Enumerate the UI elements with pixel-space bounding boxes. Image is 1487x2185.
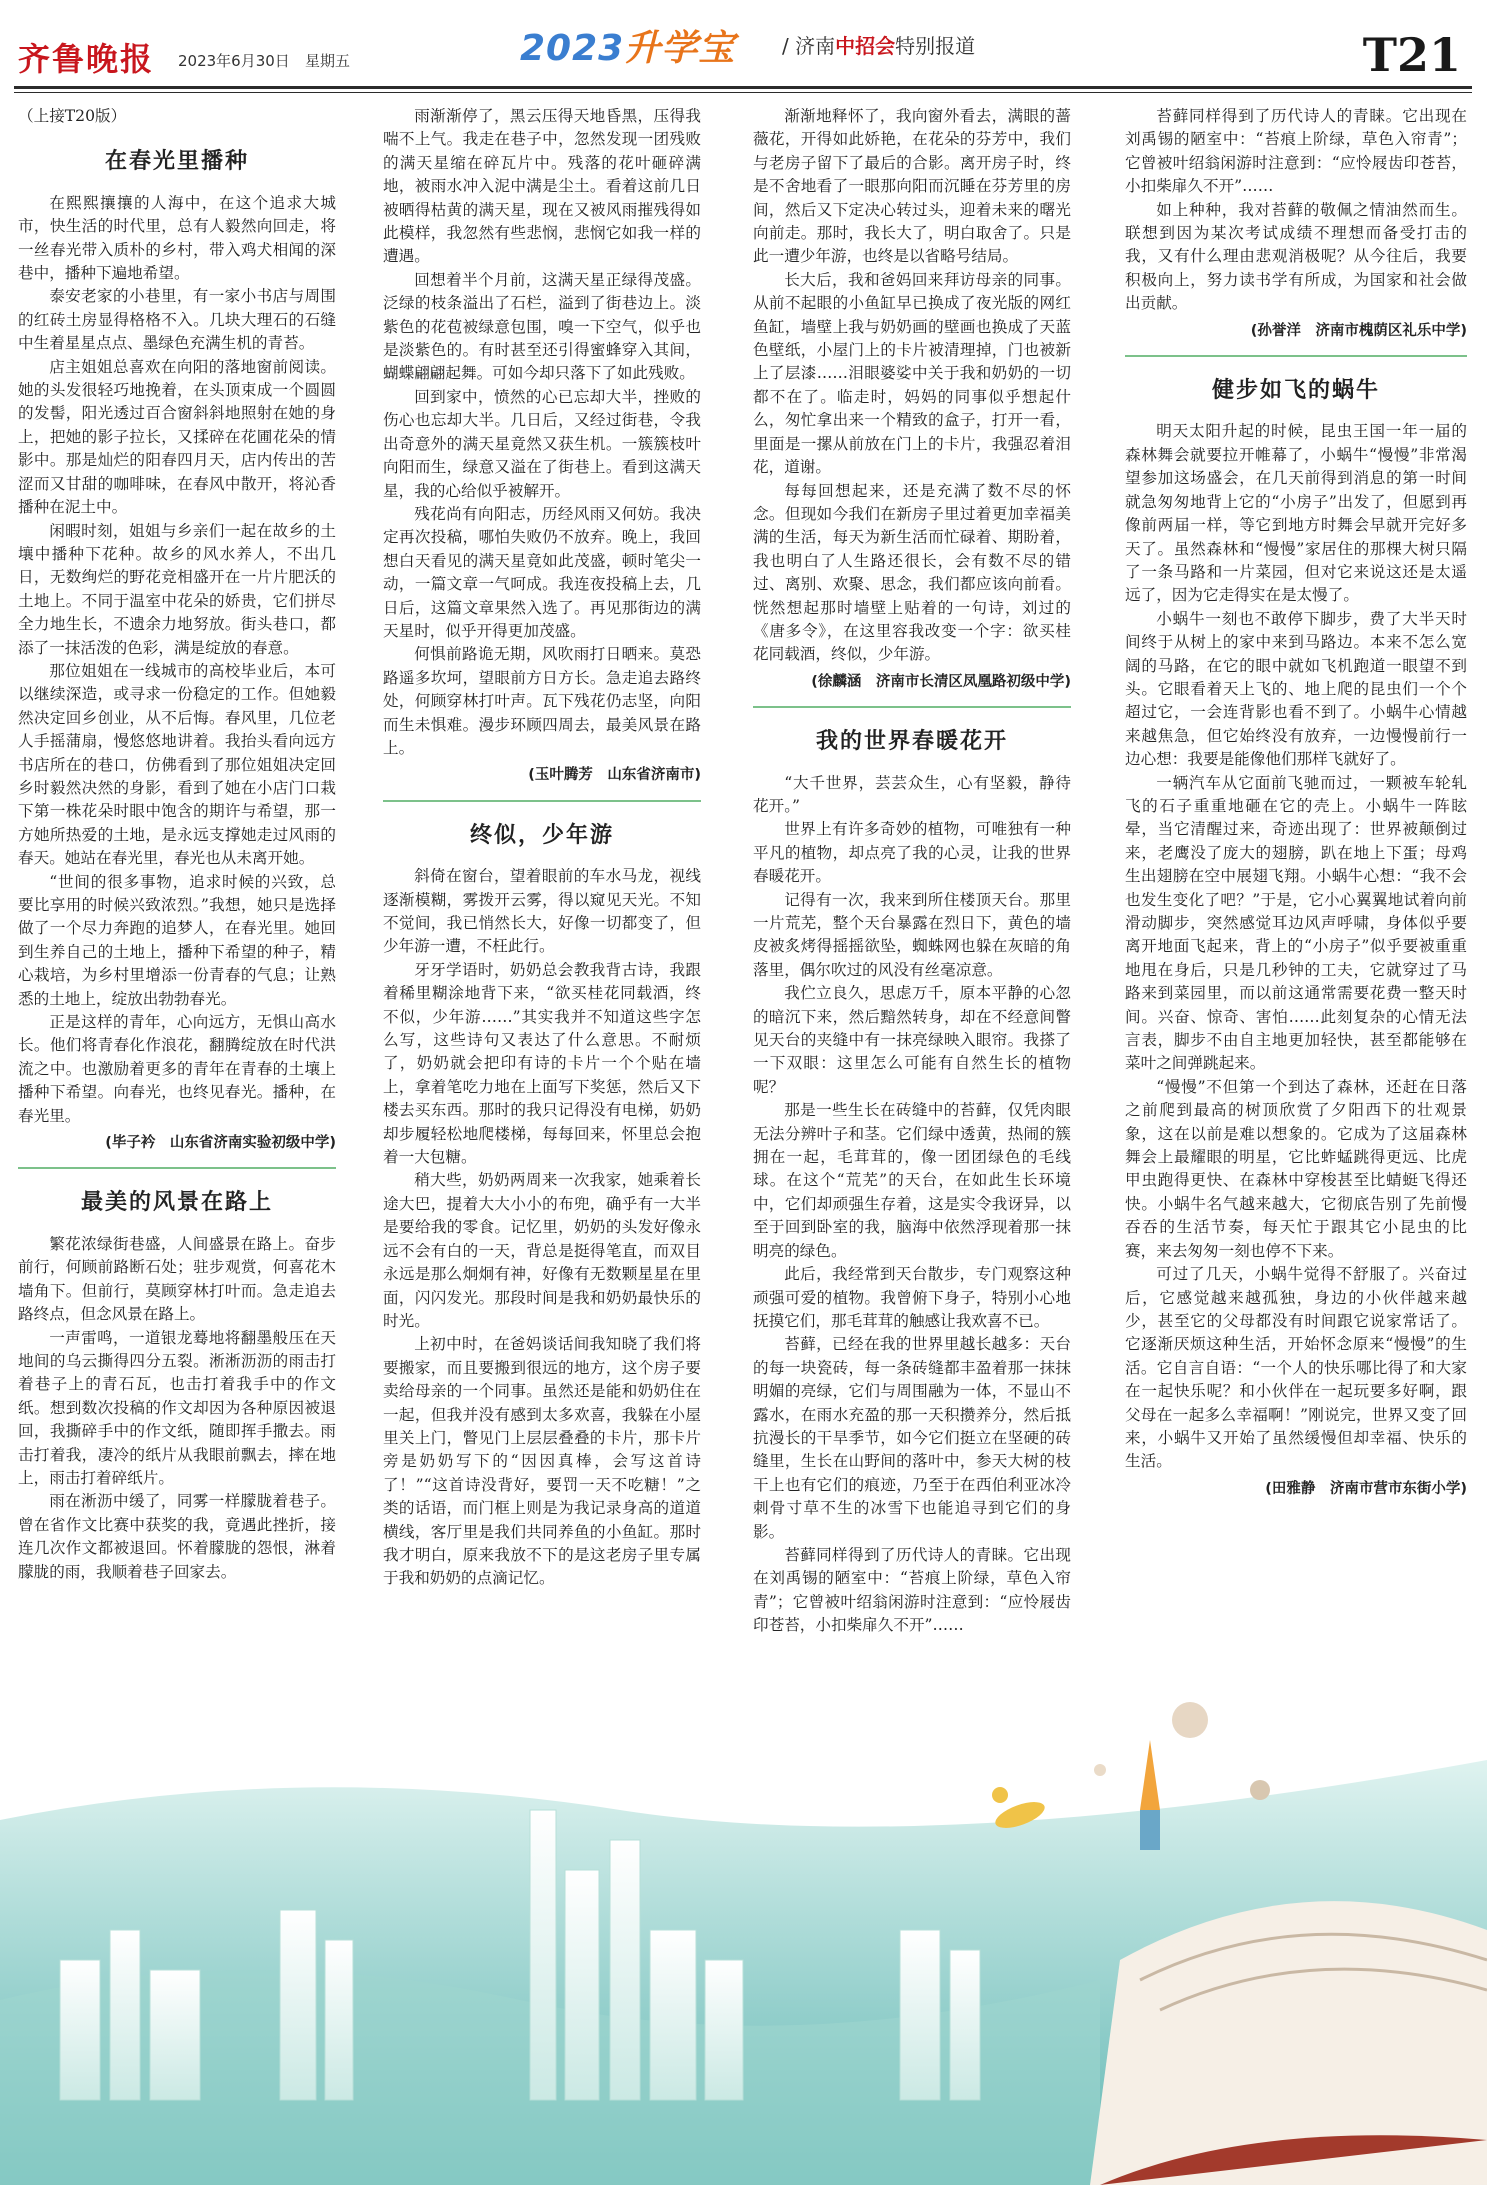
decorative-illustration: [0, 1700, 1487, 2185]
article-divider: [1125, 355, 1467, 357]
paragraph: “世间的很多事物，追求时候的兴致，总要比享用的时候兴致浓烈。”我想，她只是选择做了一个尽力奔跑的追梦人，在春光里。她回到生养自己的土地上，播种下希望的种子，精心栽培，为乡村里增添一份青春的气息；让熟悉的土地上，绽放出勃勃春光。: [18, 872, 336, 1008]
article-author: (毕子衿 山东省济南实验初级中学): [105, 1135, 336, 1152]
masthead: [0, 0, 1487, 82]
article-title: 最美的风景在路上: [80, 1189, 273, 1216]
paragraph: 苔藓同样得到了历代诗人的青睐。它出现在刘禹锡的陋室中：“苔痕上阶绿，草色入帘青”；它曾被叶绍翁闲游时注意到：“应怜屐齿印苍苔，小扣柴扉久不开”……: [1125, 107, 1467, 196]
article-body: [383, 105, 701, 760]
paragraph: 那位姐姐在一线城市的高校毕业后，本可以继续深造，或寻求一份稳定的工作。但她毅然决定回乡创业，从不后悔。春风里，几位老人手摇蒲扇，慢悠悠地讲着。我抬头看向远方书店所在的巷口，仿佛看到了那位姐姐决定回乡时毅然决然的身影，看到了她在小店门口栽下第一株花朵时眼中饱含的期许与希望，那一方她所热爱的土地，是永远支撑她走过风雨的春天。她站在春光里，春光也从未离开她。: [18, 661, 336, 868]
paragraph: “慢慢”不但第一个到达了森林，还赶在日落之前爬到最高的树顶欣赏了夕阳西下的壮观景象，这在以前是难以想象的。它成为了这届森林舞会上最耀眼的明星，它比蚱蜢跳得更远、比虎甲虫跑得更快、在森林中穿梭甚至比蜻蜓飞得还快。小蜗牛名气越来越大，它彻底告别了先前慢吞吞的生活节奏，每天忙于跟其它小昆虫的比赛，来去匆匆一刻也停不下来。: [1125, 1077, 1467, 1260]
article-body: [1125, 105, 1467, 316]
paragraph: 记得有一次，我来到所住楼顶天台。那里一片荒芜，整个天台暴露在烈日下，黄色的墙皮被炙烤得摇摇欲坠，蜘蛛网也躲在灰暗的角落里，偶尔吹过的风没有丝毫凉意。: [753, 890, 1071, 979]
article-title: 终似，少年游: [469, 821, 614, 848]
paragraph: 明天太阳升起的时候，昆虫王国一年一届的森林舞会就要拉开帷幕了，小蜗牛“慢慢”非常渴望参加这场盛会，在几天前得到消息的第一时间就急匆匆地背上它的“小房子”出发了，但愿到再像前两届一样，等它到地方时舞会早就开完好多天了。虽然森林和“慢慢”家居住的那棵大树只隔了一条马路和一片菜园，但对它来说这还是太遥远了，因为它走得实在是太慢了。: [1125, 422, 1467, 605]
article-author: (徐麟涵 济南市长清区凤凰路初级中学): [811, 673, 1071, 690]
paragraph: 泰安老家的小巷里，有一家小书店与周围的红砖土房显得格格不入。几块大理石的石缝中生着星星点点、墨绿色充满生机的青苔。: [18, 287, 336, 353]
paragraph: 那是一些生长在砖缝中的苔藓，仅凭肉眼无法分辨叶子和茎。它们绿中透黄，热闹的簇拥在一起，毛茸茸的，像一团团绿色的毛线球。在这个“荒芜”的天台，在如此生长环境中，它们却顽强生存着，这是实令我讶异，以至于回到卧室的我，脑海中依然浮现着那一抹明亮的绿色。: [753, 1101, 1071, 1260]
page-number: T21: [1362, 28, 1461, 82]
paragraph: 此后，我经常到天台散步，专门观察这种顽强可爱的植物。我曾俯下身子，特别小心地抚摸它们，那毛茸茸的触感让我欢喜不已。: [753, 1265, 1071, 1330]
article-body: [753, 772, 1071, 1638]
newspaper-logo: 齐鲁晚报: [18, 40, 155, 78]
paragraph: 每每回想起来，还是充满了数不尽的怀念。但现如今我们在新房子里过着更加幸福美满的生活，每天为新生活而忙碌着、期盼着，我也明白了人生路还很长，会有数不尽的错过、离别、欢聚、思念，我们都应该向前看。恍然想起那时墙壁上贴着的一句诗，刘过的《唐多令》，在这里容我改变一个字：欲买桂花同载酒，终似，少年游。: [753, 481, 1071, 664]
continued-note: （上接T20版）: [18, 107, 127, 125]
paragraph: 苔藓，已经在我的世界里越长越多：天台的每一块瓷砖，每一条砖缝都丰盈着那一抹抹明媚的亮绿，它们与周围融为一体，不显山不露水，在雨水充盈的那一天积攒养分，然后抵抗漫长的干旱季节，如今它们挺立在坚硬的砖缝里，生长在山野间的落叶中，参天大树的枝干上也有它们的痕迹，乃至于在西伯利亚冰冷刺骨寸草不生的冰雪下也能追寻到它们的身影。: [753, 1335, 1071, 1541]
article-author: (孙誉洋 济南市槐荫区礼乐中学): [1250, 322, 1467, 339]
article-divider: [18, 1167, 336, 1169]
paragraph: 雨在淅沥中缓了，同雾一样朦胧着巷子。曾在省作文比赛中获奖的我，竟遇此挫折，接连几次作文都被退回。怀着朦胧的怨恨，淋着朦胧的雨，我顺着巷子回家去。: [18, 1492, 336, 1581]
issue-weekday: 星期五: [305, 52, 351, 70]
issue-date: 2023年6月30日: [178, 52, 290, 70]
paragraph: 回到家中，愤然的心已忘却大半，挫败的伤心也忘却大半。几日后，又经过街巷，令我出奇意外的满天星竟然又获生机。一簇簇枝叶向阳而生，绿意又溢在了街巷上。看到这满天星，我的心给似乎被解开。: [383, 387, 701, 500]
article-body: [1125, 420, 1467, 1473]
special-banner: [510, 6, 1010, 78]
paragraph: 店主姐姐总喜欢在向阳的落地窗前阅读。她的头发很轻巧地挽着，在头顶束成一个圆圆的发髻，阳光透过百合窗斜斜地照射在她的身上，把她的影子拉长，又揉碎在花圃花朵的情影中。那是灿烂的阳春四月天，店内传出的苦涩而又甘甜的咖啡味，在春风中散开，将沁香播种在泥土中。: [18, 357, 336, 517]
article-author: (玉叶腾芳 山东省济南市): [528, 767, 701, 784]
article-divider: [383, 800, 701, 802]
paragraph: 上初中时，在爸妈谈话间我知晓了我们将要搬家，而且要搬到很远的地方，这个房子要卖给母亲的一个同事。虽然还是能和奶奶住在一起，但我并没有感到太多欢喜，我躲在小屋里关上门，瞥见门上层层叠叠的卡片，那卡片旁是奶奶写下的“因因真棒，会写这首诗了！”“这首诗没背好，要罚一天不吃糖！”之类的话语，而门框上则是为我记录身高的道道横线，客厅里是我们共同养鱼的小鱼缸。那时我才明白，原来我放不下的是这老房子里专属于我和奶奶的点滴记忆。: [383, 1335, 701, 1588]
paragraph: 一辆汽车从它面前飞驰而过，一颗被车轮轧飞的石子重重地砸在它的壳上。小蜗牛一阵眩晕，当它清醒过来，奇迹出现了：世界被颠倒过来，老鹰没了庞大的翅膀，趴在地上下蛋；母鸡生出翅膀在空中展翅飞翔。小蜗牛心想：“我不会也发生变化了吧？”于是，它小心翼翼地试着向前滑动脚步，突然感觉耳边风声呼啸，身体似乎要离开地面飞起来，背上的“小房子”似乎要被重重地甩在身后，只是几秒钟的工夫，它就穿过了马路来到菜园里，而以前这通常需要花费一整天时间。兴奋、惊奇、害怕……此刻复杂的心情无法言表，脚步不由自主地更加轻快，甚至都能够在菜叶之间弹跳起来。: [1125, 773, 1467, 1073]
header-rule: [14, 86, 1472, 89]
banner-subtitle: / 济南中招会特别报道: [782, 34, 976, 58]
article-body: [383, 865, 701, 1591]
paragraph: 闲暇时刻，姐姐与乡亲们一起在故乡的土壤中播种下花种。故乡的风水养人，不出几日，无数绚烂的野花竞相盛开在一片片肥沃的土地上。不同于温室中花朵的娇贵，它们拼尽全力地生长，不遗余力地努放。街头巷口，都添了一抹活泼的色彩，满是绽放的春意。: [18, 521, 336, 657]
paragraph: 可过了几天，小蜗牛觉得不舒服了。兴奋过后，它感觉越来越孤独，身边的小伙伴越来越少，甚至它的父母都没有时间跟它说家常话了。它逐渐厌烦这种生活，开始怀念原来“慢慢”的生活。它自言自语：“一个人的快乐哪比得了和大家在一起快乐呢？和小伙伴在一起玩要多好啊，跟父母在一起多么幸福啊！”刚说完，世界又变了回来，小蜗牛又开始了虽然缓慢但却幸福、快乐的生活。: [1125, 1265, 1467, 1471]
paragraph: 苔藓同样得到了历代诗人的青睐。它出现在刘禹锡的陋室中：“苔痕上阶绿，草色入帘青”；它曾被叶绍翁闲游时注意到：“应怜屐齿印苍苔，小扣柴扉久不开”……: [753, 1545, 1071, 1635]
column-3: [753, 105, 1071, 1638]
paragraph: 长大后，我和爸妈回来拜访母亲的同事。从前不起眼的小鱼缸早已换成了夜光版的网红鱼缸，墙壁上我与奶奶画的壁画也换成了天蓝色壁纸，小屋门上的卡片被清理掉，门也被新上了层漆……泪眼婆娑中关于我和奶奶的一切都不在了。临走时，妈妈的同事似乎想起什么，匆忙拿出来一个精致的盒子，打开一看，里面是一摞从前放在门上的卡片，我强忍着泪花，道谢。: [753, 270, 1071, 477]
article-title: 我的世界春暖花开: [815, 728, 1008, 755]
article-body: [753, 105, 1071, 667]
paragraph: 世界上有许多奇妙的植物，可唯独有一种平凡的植物，却点亮了我的心灵，让我的世界春暖花开。: [753, 820, 1071, 886]
article-author: (田雅静 济南市营市东街小学): [1265, 1480, 1467, 1497]
paragraph: 回想着半个月前，这满天星正绿得茂盛。泛绿的枝条溢出了石栏，溢到了街巷边上。淡紫色的花苞被绿意包围，嗅一下空气，似乎也是淡紫色的。有时甚至还引得蜜蜂穿入其间，蝴蝶翩翩起舞。可如今却只落下了如此残败。: [383, 270, 701, 383]
article-title: 健步如飞的蜗牛: [1211, 377, 1380, 404]
paragraph: 一声雷鸣，一道银龙蓦地将翻墨般压在天地间的乌云撕得四分五裂。淅淅沥沥的雨击打着巷子上的青石瓦，也击打着我手中的作文纸。想到数次投稿的作文却因为各种原因被退回，我撕碎手中的作文纸，随即挥手撒去。雨击打着我，凄冷的纸片从我眼前飘去，摔在地上，雨击打着碎纸片。: [18, 1328, 336, 1487]
paragraph: “大千世界，芸芸众生，心有坚毅，静待花开。”: [753, 773, 1071, 815]
paragraph: 小蜗牛一刻也不敢停下脚步，费了大半天时间终于从树上的家中来到马路边。本来不怎么宽阔的马路，在它的眼中就如飞机跑道一眼望不到头。它眼看着天上飞的、地上爬的昆虫们一个个超过它，一会连背影也看不到了。小蜗牛心情越来越焦急，但它始终没有放弃，一边慢慢前行一边心想：我要是能像他们那样飞就好了。: [1125, 609, 1467, 769]
paragraph: 牙牙学语时，奶奶总会教我背古诗，我跟着稀里糊涂地背下来，“欲买桂花同载酒，终不似，少年游……”其实我并不知道这些字怎么写，这些诗句又表达了什么意思。不耐烦了，奶奶就会把印有诗的卡片一个个贴在墙上，拿着笔吃力地在上面写下奖惩，然后又下楼去买东西。那时的我只记得没有电梯，奶奶却步履轻松地爬楼梯，每每回来，怀里总会抱着一大包糖。: [383, 960, 701, 1167]
paragraph: 稍大些，奶奶两周来一次我家，她乘着长途大巴，提着大大小小的布兜，确乎有一大半是要给我的零食。记忆里，奶奶的头发好像永远不会有白的一天，背总是挺得笔直，而双目永远是那么炯炯有神，好像有无数颗星星在里面，闪闪发光。那段时间是我和奶奶最快乐的时光。: [383, 1171, 701, 1330]
paragraph: 我伫立良久，思虑万千，原本平静的心忽的暗沉下来，然后黯然转身，却在不经意间瞥见天台的夹缝中有一抹亮绿映入眼帘。我搽了一下双眼：这里怎么可能有自然生长的植物呢？: [753, 984, 1071, 1096]
column-4: [1125, 105, 1467, 1501]
paragraph: 残花尚有向阳志，历经风雨又何妨。我决定再次投稿，哪怕失败仍不放弃。晚上，我回想白天看见的满天星竟如此茂盛，顿时笔尖一动，一篇文章一气呵成。我连夜投稿上去，几日后，这篇文章果然入选了。再见那街边的满天星时，似乎开得更加茂盛。: [383, 504, 701, 640]
column-1: [18, 105, 336, 1584]
paragraph: 在熙熙攘攘的人海中，在这个追求大城市，快生活的时代里，总有人毅然向回走，将一丝春光带入质朴的乡村，带入鸡犬相闻的深巷中，播种下遍地希望。: [18, 193, 336, 283]
paragraph: 如上种种，我对苔藓的敬佩之情油然而生。联想到因为某次考试成绩不理想而备受打击的我，又有什么理由悲观消极呢？从今往后，我要积极向上，努力读书学有所成，为国家和社会做出贡献。: [1125, 200, 1467, 313]
article-divider: [753, 706, 1071, 708]
banner-title: 2023升学宝: [520, 28, 736, 69]
paragraph: 正是这样的青年，心向远方，无惧山高水长。他们将青春化作浪花，翻腾绽放在时代洪流之中。也激励着更多的青年在青春的土壤上播种下希望。向春光，也终见春光。播种，在春光里。: [18, 1013, 336, 1125]
paragraph: 斜倚在窗台，望着眼前的车水马龙，视线逐渐模糊，雾拨开云雾，得以窥见天光。不知不觉间，我已悄然长大，好像一切都变了，但少年游一遭，不枉此行。: [383, 867, 701, 956]
article-title: 在春光里播种: [104, 148, 249, 175]
header-rule-thin: [14, 92, 1472, 93]
column-2: [383, 105, 701, 1591]
paragraph: 雨渐渐停了，黑云压得天地昏黑，压得我喘不上气。我走在巷子中，忽然发现一团残败的满天星缩在碎瓦片中。残落的花叶砸碎满地，被雨水冲入泥中满是尘土。看着这前几日被晒得枯黄的满天星，现在又被风雨摧残得如此模样，我忽然有些悲悯，悲悯它如我一样的遭遇。: [383, 107, 701, 266]
article-body: [18, 192, 336, 1128]
paragraph: 渐渐地释怀了，我向窗外看去，满眼的蔷薇花，开得如此娇艳，在花朵的芬芳中，我们与老房子留下了最后的合影。离开房子时，终是不舍地看了一眼那向阳而沉睡在芬芳里的房间，然后又下定决心转过头，迎着未来的曙光向前走。那时，我长大了，明白取舍了。只是此一遭少年游，也终是以省略号结局。: [753, 107, 1071, 266]
pencil-rocket: [1140, 1740, 1160, 1850]
paragraph: 繁花浓绿街巷盛，人间盛景在路上。奋步前行，何顾前路断石处；驻步观赏，何喜花木墙角下。但前行，莫顾穿林打叶而。急走追去路终点，但念风景在路上。: [18, 1234, 336, 1324]
paragraph: 何惧前路诡无期，风吹雨打日晒来。莫恐路遥多坎坷，望眼前方日方长。急走追去路终处，何顾穿林打叶声。瓦下残花仍志坚，向阳而生未惧难。漫步环顾四周去，最美风景在路上。: [383, 645, 701, 757]
planets: [1094, 1702, 1270, 1800]
article-body: [18, 1233, 336, 1584]
